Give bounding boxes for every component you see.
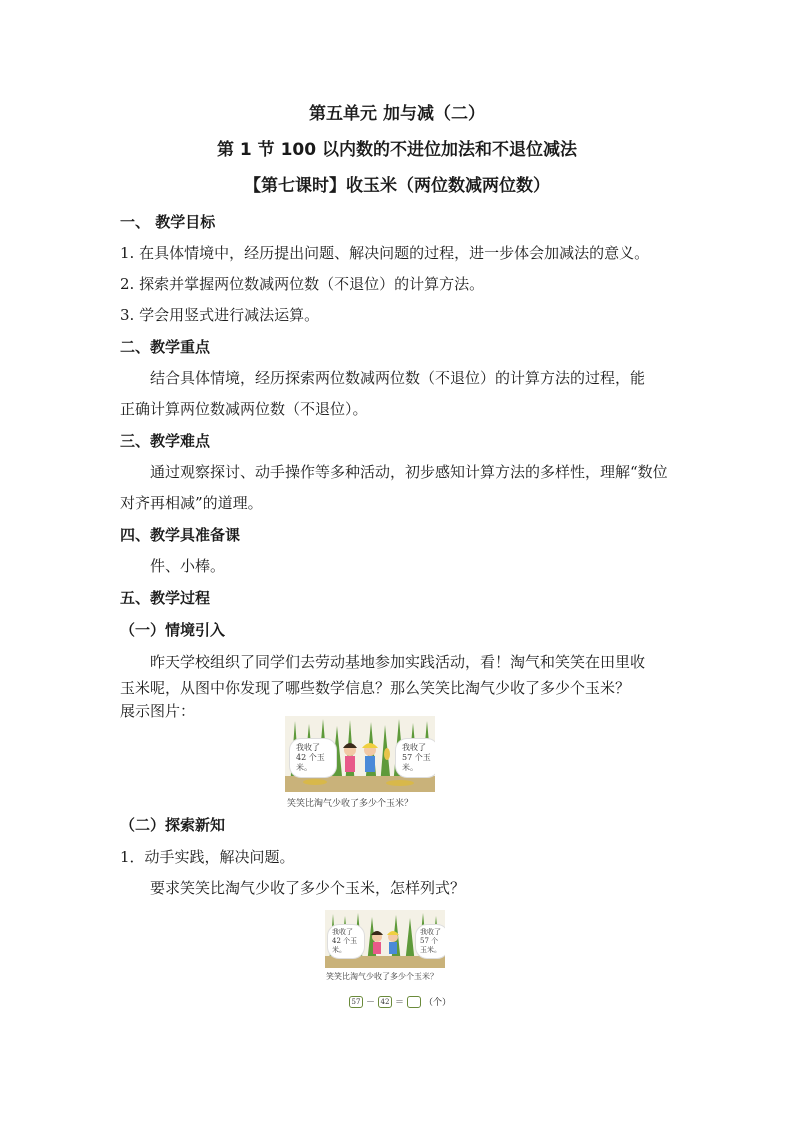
prep-line-1: 件、小棒。 (150, 557, 226, 575)
answer-box (407, 996, 421, 1008)
subtrahend-box: 42 (378, 996, 392, 1008)
key-line-1: 结合具体情境，经历探索两位数减两位数（不退位）的计算方法的过程，能 (150, 369, 646, 387)
figure-caption-2: 笑笑比淘气少收了多少个玉米？ (326, 972, 438, 981)
difficult-line-1: 通过观察探讨、动手操作等多种活动，初步感知计算方法的多样性，理解“数位 (150, 463, 668, 481)
speech-bubble-right-2: 我收了 57 个玉米。 (415, 924, 445, 959)
step-1: 1．动手实践，解决问题。 (120, 848, 295, 866)
intro-line-3: 展示图片： (120, 702, 196, 720)
prep-heading: 四、教学具准备课 (120, 526, 241, 544)
process-sub-2: （二）探索新知 (120, 816, 226, 834)
speech-bubble-left: 我收了 42 个玉米。 (289, 738, 337, 778)
goal-item-1: 1. 在具体情境中，经历提出问题、解决问题的过程，进一步体会加减法的意义。 (120, 244, 650, 262)
difficult-heading: 三、教学难点 (120, 432, 211, 450)
section-title: 第 1 节 100 以内数的不进位加法和不退位减法 (217, 140, 577, 160)
intro-line-2: 玉米呢，从图中你发现了哪些数学信息？那么笑笑比淘气少收了多少个玉米？ (120, 679, 631, 697)
figure-caption-1: 笑笑比淘气少收了多少个玉米？ (287, 799, 414, 809)
step-1-question: 要求笑笑比淘气少收了多少个玉米，怎样列式？ (150, 879, 466, 897)
speech-bubble-left-2: 我收了 42 个玉米。 (327, 924, 365, 959)
difficult-line-2: 对齐再相减”的道理。 (120, 494, 263, 512)
unit-title: 第五单元 加与减（二） (309, 104, 485, 124)
lesson-title: 【第七课时】收玉米（两位数减两位数） (244, 176, 550, 196)
goal-item-2: 2. 探索并掌握两位数减两位数（不退位）的计算方法。 (120, 275, 485, 293)
equals-sign: ＝ (395, 998, 405, 1008)
key-line-2: 正确计算两位数减两位数（不退位）。 (120, 400, 368, 418)
intro-line-1: 昨天学校组织了同学们去劳动基地参加实践活动，看！淘气和笑笑在田里收 (150, 653, 646, 671)
corn-field-image-2 (325, 910, 445, 968)
goals-heading: 一、 教学目标 (120, 213, 216, 231)
corn-field-image (285, 716, 435, 792)
goal-item-3: 3. 学会用竖式进行减法运算。 (120, 306, 320, 324)
minuend-box: 57 (349, 996, 363, 1008)
unit-label: （个） (424, 998, 452, 1008)
process-heading: 五、教学过程 (120, 589, 211, 607)
process-sub-1: （一）情境引入 (120, 621, 226, 639)
speech-bubble-right: 我收了 57 个玉米。 (395, 738, 435, 778)
key-heading: 二、教学重点 (120, 338, 211, 356)
minus-sign: － (366, 998, 376, 1008)
subtraction-equation (349, 995, 451, 1008)
